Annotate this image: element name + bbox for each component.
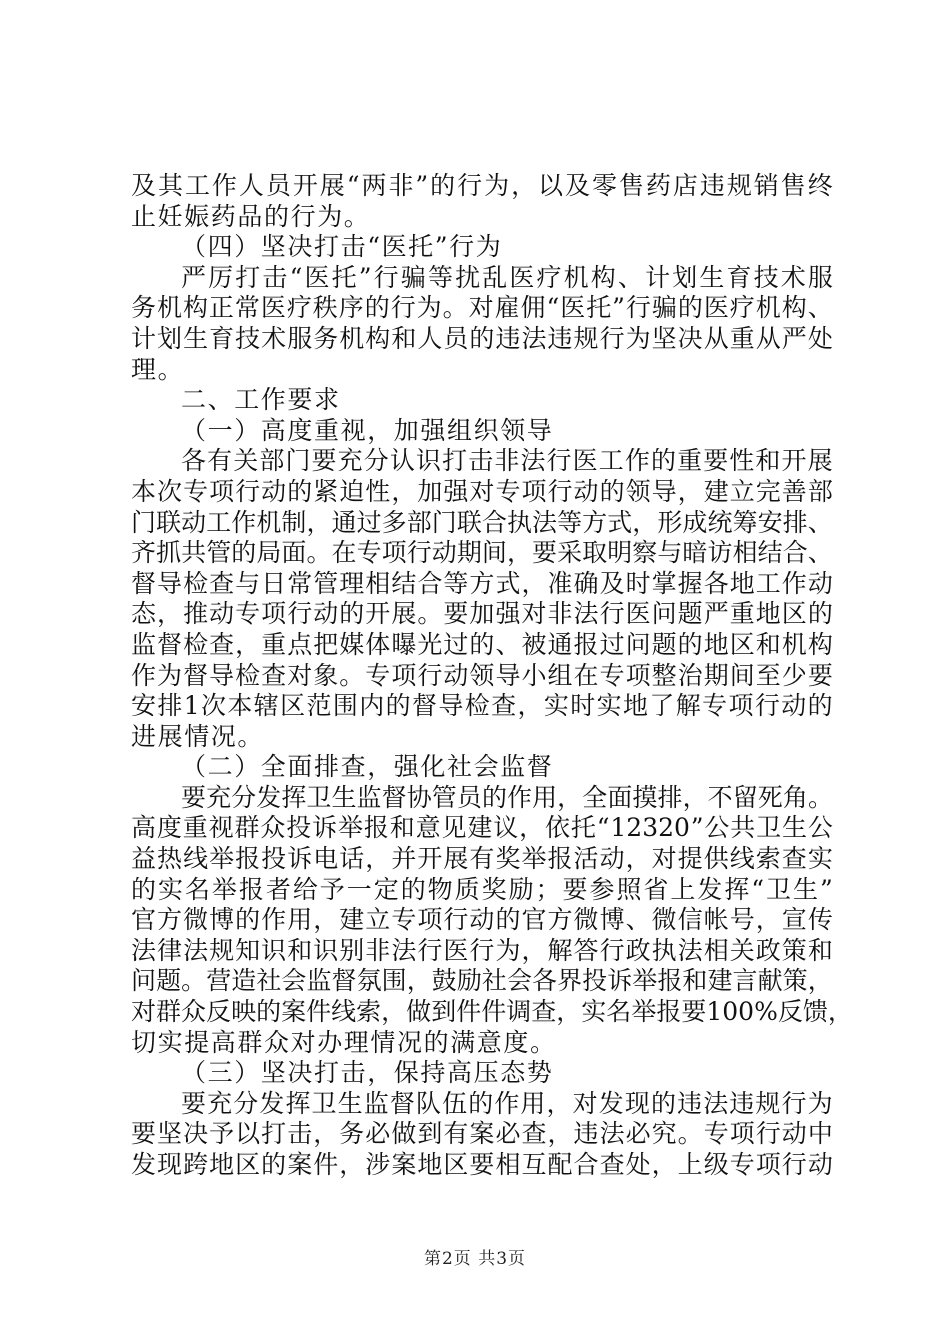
document-body <box>131 171 853 1181</box>
text-line: 及 其 工 作 人 员 开 展 “ 两 非 ” 的 行 为 ， 以 及 零 售 药 店 违 规 销 售 终 <box>131 171 833 200</box>
text-line: 态 ， 推 动 专 项 行 动 的 开 展 。 要 加 强 对 非 法 行 医 问 题 严 重 地 区 的 <box>131 599 833 629</box>
text-line: （三）坚决打击，保持高压态势 <box>181 1058 554 1088</box>
text-line: 益 热 线 举 报 投 诉 电 话 ， 并 开 展 有 奖 举 报 活 动 ， 对 提 供 线 索 查 实 <box>131 844 833 874</box>
text-line: 要 充 分 发 挥 卫 生 监 督 协 管 员 的 作 用 ， 全 面 摸 排 ， 不 留 死 角 。 <box>181 782 833 812</box>
text-line: 门 联 动 工 作 机 制 ， 通 过 多 部 门 联 合 执 法 等 方 式 ， 形 成 统 筹 安 排 、 <box>131 507 833 537</box>
text-line: 务 机 构 正 常 医 疗 秩 序 的 行 为 。 对 雇 佣 “ 医 托 ” 行 骗 的 医 疗 机 构 、 <box>131 293 833 323</box>
text-line: （二）全面排查，强化社会监督 <box>181 752 554 782</box>
text-line: 高 度 重 视 群 众 投 诉 举 报 和 意 见 建 议 ， 依 托 “ 12320 ” 公 共 卫 生 公 <box>131 813 833 843</box>
page-footer: 第2页 共3页 <box>423 1249 527 1269</box>
text-line: 进展情况。 <box>131 721 265 751</box>
text-line: 止妊娠药品的行为。 <box>131 201 371 231</box>
text-line: 计 划 生 育 技 术 服 务 机 构 和 人 员 的 违 法 违 规 行 为 坚 决 从 重 从 严 处 <box>131 323 833 353</box>
text-line: 问 题 。 营 造 社 会 监 督 氛 围 ， 鼓 励 社 会 各 界 投 诉 举 报 和 建 言 献 策 ， <box>131 966 833 996</box>
text-line: （一）高度重视，加强组织领导 <box>181 415 554 445</box>
text-line: 切实提高群众对办理情况的满意度。 <box>131 1027 557 1057</box>
text-line: 官 方 微 博 的 作 用 ， 建 立 专 项 行 动 的 官 方 微 博 、 微 信 帐 号 ， 宣 传 <box>131 905 833 935</box>
text-line: 安 排 1 次 本 辖 区 范 围 内 的 督 导 检 查 ， 实 时 实 地 了 解 专 项 行 动 的 <box>131 691 833 721</box>
text-line: 对 群 众 反 映 的 案 件 线 索 ， 做 到 件 件 调 查 ， 实 名 举 报 要 100% 反 馈 ， <box>131 997 853 1027</box>
text-line: 督 导 检 查 与 日 常 管 理 相 结 合 等 方 式 ， 准 确 及 时 掌 握 各 地 工 作 动 <box>131 568 833 598</box>
text-line: 各 有 关 部 门 要 充 分 认 识 打 击 非 法 行 医 工 作 的 重 要 性 和 开 展 <box>181 446 833 476</box>
text-line: 本 次 专 项 行 动 的 紧 迫 性 ， 加 强 对 专 项 行 动 的 领 导 ， 建 立 完 善 部 <box>131 476 833 506</box>
text-line: 的 实 名 举 报 者 给 予 一 定 的 物 质 奖 励 ； 要 参 照 省 上 发 挥 “ 卫 生 ” <box>131 874 833 904</box>
text-line: 监 督 检 查 ， 重 点 把 媒 体 曝 光 过 的 、 被 通 报 过 问 题 的 地 区 和 机 构 <box>131 629 833 659</box>
text-line: （四）坚决打击“医托”行为 <box>181 232 503 262</box>
text-line: 二、工作要求 <box>181 385 341 415</box>
text-line: 齐 抓 共 管 的 局 面 。 在 专 项 行 动 期 间 ， 要 采 取 明 察 与 暗 访 相 结 合 、 <box>131 538 833 568</box>
text-line: 作 为 督 导 检 查 对 象 。 专 项 行 动 领 导 小 组 在 专 项 整 治 期 间 至 少 要 <box>131 660 833 690</box>
text-line: 要 充 分 发 挥 卫 生 监 督 队 伍 的 作 用 ， 对 发 现 的 违 法 违 规 行 为 <box>181 1088 833 1118</box>
text-line: 法 律 法 规 知 识 和 识 别 非 法 行 医 行 为 ， 解 答 行 政 执 法 相 关 政 策 和 <box>131 935 833 965</box>
text-line: 要 坚 决 予 以 打 击 ， 务 必 做 到 有 案 必 查 ， 违 法 必 究 。 专 项 行 动 中 <box>131 1119 833 1149</box>
text-line: 理。 <box>131 354 185 384</box>
text-line: 严 厉 打 击 “ 医 托 ” 行 骗 等 扰 乱 医 疗 机 构 、 计 划 生 育 技 术 服 <box>181 262 833 292</box>
text-line: 发 现 跨 地 区 的 案 件 ， 涉 案 地 区 要 相 互 配 合 查 处 ， 上 级 专 项 行 动 <box>131 1150 833 1179</box>
